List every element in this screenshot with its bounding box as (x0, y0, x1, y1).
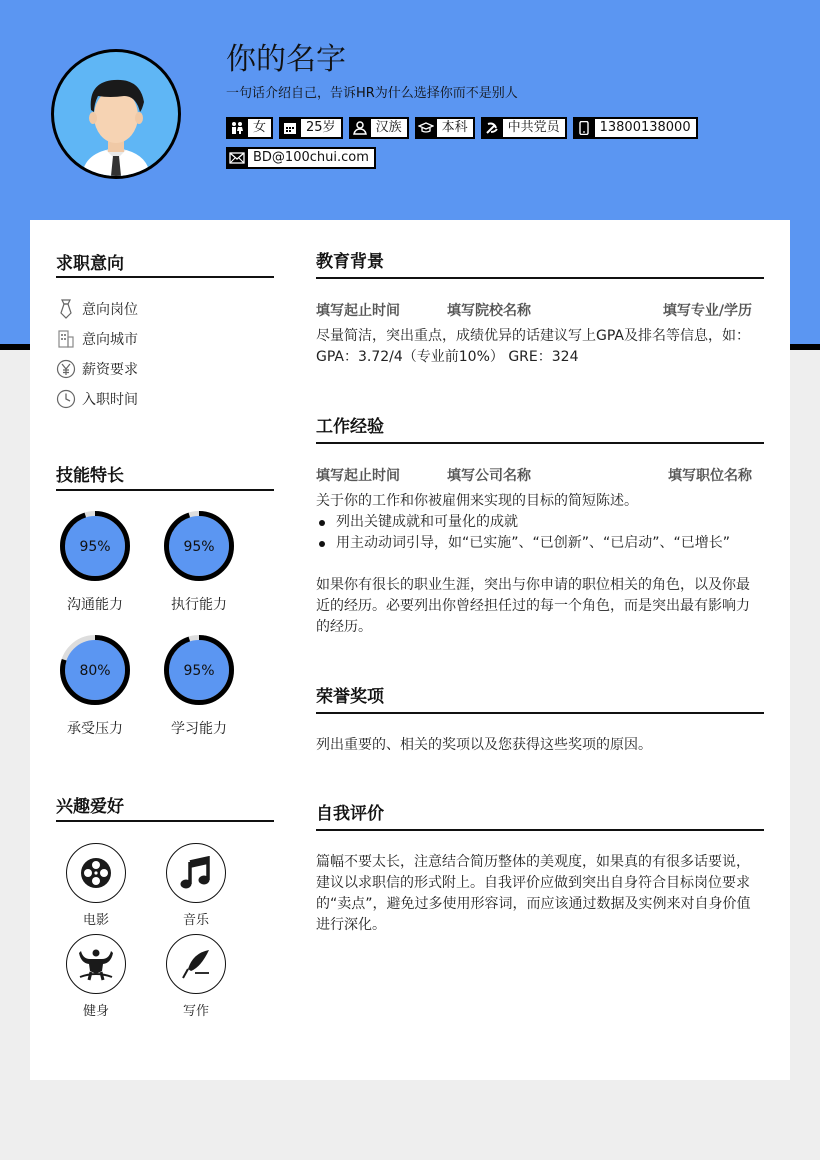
info-party-text: 中共党员 (507, 120, 560, 135)
intent-start-time-label: 入职时间 (82, 392, 138, 408)
self-title: 自我评价 (316, 804, 384, 824)
hobby-label: 写作 (182, 1004, 209, 1019)
skill-percent: 95% (79, 539, 111, 555)
work-title: 工作经验 (316, 417, 384, 437)
mail-icon (226, 149, 248, 167)
intent-salary (56, 359, 138, 379)
skill-ring (163, 510, 235, 582)
skill-item (161, 634, 237, 738)
education-major: 填写专业/学历 (662, 303, 752, 319)
skill-label: 沟通能力 (67, 597, 123, 613)
calendar-icon (279, 119, 301, 137)
film-reel-icon (79, 856, 113, 890)
hobbies-rule (56, 820, 274, 822)
clock-icon (56, 389, 76, 409)
skill-label: 承受压力 (67, 721, 123, 737)
graduation-cap-icon (415, 119, 437, 137)
personal-info-row (226, 117, 698, 139)
work-position: 填写职位名称 (668, 468, 752, 484)
skill-label: 学习能力 (171, 721, 227, 737)
honors-rule (316, 712, 764, 714)
ethnicity-icon (349, 119, 371, 137)
intent-start-time (56, 389, 138, 409)
info-email (226, 147, 376, 169)
honors-title: 荣誉奖项 (316, 687, 384, 707)
avatar (51, 49, 181, 179)
hobby-circle (166, 843, 226, 903)
self-rule (316, 829, 764, 831)
building-icon (56, 329, 76, 349)
hobby-circle (166, 934, 226, 994)
info-gender (226, 117, 273, 139)
tie-icon (56, 299, 76, 319)
list-item: 用主动动词引导，如“已实施”、“已创新”、“已启动”、“已增长” (316, 533, 756, 554)
info-education (415, 117, 475, 139)
intent-city-label: 意向城市 (82, 332, 138, 348)
tagline: 一句话介绍自己，告诉HR为什么选择你而不是别人 (226, 86, 518, 101)
education-desc: 尽量简洁，突出重点，成绩优异的话建议写上GPA及排名等信息，如：GPA：3.72/4（专业前10%） GRE：324 (316, 328, 750, 365)
work-company: 填写公司名称 (447, 468, 531, 484)
info-age-text: 25岁 (306, 120, 336, 135)
education-dates: 填写起止时间 (316, 303, 400, 319)
skill-ring (59, 510, 131, 582)
education-title: 教育背景 (316, 252, 384, 272)
education-rule (316, 277, 764, 279)
info-age (279, 117, 343, 139)
work-dates: 填写起止时间 (316, 468, 400, 484)
skill-ring (163, 634, 235, 706)
info-gender-text: 女 (253, 120, 267, 135)
candidate-name: 你的名字 (226, 42, 346, 77)
quill-icon (179, 947, 213, 981)
skill-label: 执行能力 (171, 597, 227, 613)
person-avatar-icon (54, 52, 178, 176)
skill-item (57, 634, 133, 738)
info-phone-text: 13800138000 (599, 120, 691, 135)
skill-percent: 95% (183, 663, 215, 679)
hobby-item (65, 934, 127, 1019)
intent-city (56, 329, 138, 349)
honors-desc: 列出重要的、相关的奖项以及您获得这些奖项的原因。 (316, 737, 652, 753)
work-intro: 关于你的工作和你被雇佣来实现的目标的简短陈述。 (316, 493, 638, 509)
skill-percent: 95% (183, 539, 215, 555)
hobby-label: 健身 (82, 1004, 109, 1019)
music-note-icon (179, 856, 213, 890)
info-ethnicity-text: 汉族 (375, 120, 402, 135)
intent-position-label: 意向岗位 (82, 302, 138, 318)
party-emblem-icon (481, 119, 503, 137)
education-school: 填写院校名称 (447, 303, 531, 319)
info-ethnicity (349, 117, 409, 139)
work-outro: 如果你有很长的职业生涯，突出与你申请的职位相关的角色，以及你最近的经历。必要列出你曾经担任过的每一个角色，而是突出最有影响力的经历。 (316, 577, 750, 635)
info-phone (573, 117, 698, 139)
self-desc: 篇幅不要太长，注意结合简历整体的美观度，如果真的有很多话要说，建议以求职信的形式附上。自我评价应做到突出自身符合目标岗位要求的“卖点”，避免过多使用形容词，而应该通过数据及实例来对自身价值进行深化。 (316, 854, 751, 933)
intent-rule (56, 276, 274, 278)
yen-icon (56, 359, 76, 379)
skill-item (161, 510, 237, 614)
contact-info-row (226, 147, 376, 169)
work-bullets (316, 512, 756, 554)
info-education-text: 本科 (441, 120, 468, 135)
hobbies-title: 兴趣爱好 (56, 797, 124, 817)
hobby-item (65, 843, 127, 928)
hobby-circle (66, 843, 126, 903)
hobby-item (165, 934, 227, 1019)
gender-icon (226, 119, 248, 137)
skills-rule (56, 489, 274, 491)
work-rule (316, 442, 764, 444)
skill-ring (59, 634, 131, 706)
hobby-label: 电影 (82, 913, 109, 928)
info-party (481, 117, 567, 139)
skill-item (57, 510, 133, 614)
hobby-circle (66, 934, 126, 994)
info-email-text: BD@100chui.com (253, 150, 369, 165)
skills-title: 技能特长 (56, 466, 124, 486)
bodybuilder-icon (77, 947, 115, 981)
intent-title: 求职意向 (56, 254, 124, 274)
list-item: 列出关键成就和可量化的成就 (316, 512, 756, 533)
phone-icon (573, 119, 595, 137)
hobby-item (165, 843, 227, 928)
hobby-label: 音乐 (182, 913, 209, 928)
skill-percent: 80% (79, 663, 111, 679)
intent-salary-label: 薪资要求 (82, 362, 138, 378)
intent-position (56, 299, 138, 319)
